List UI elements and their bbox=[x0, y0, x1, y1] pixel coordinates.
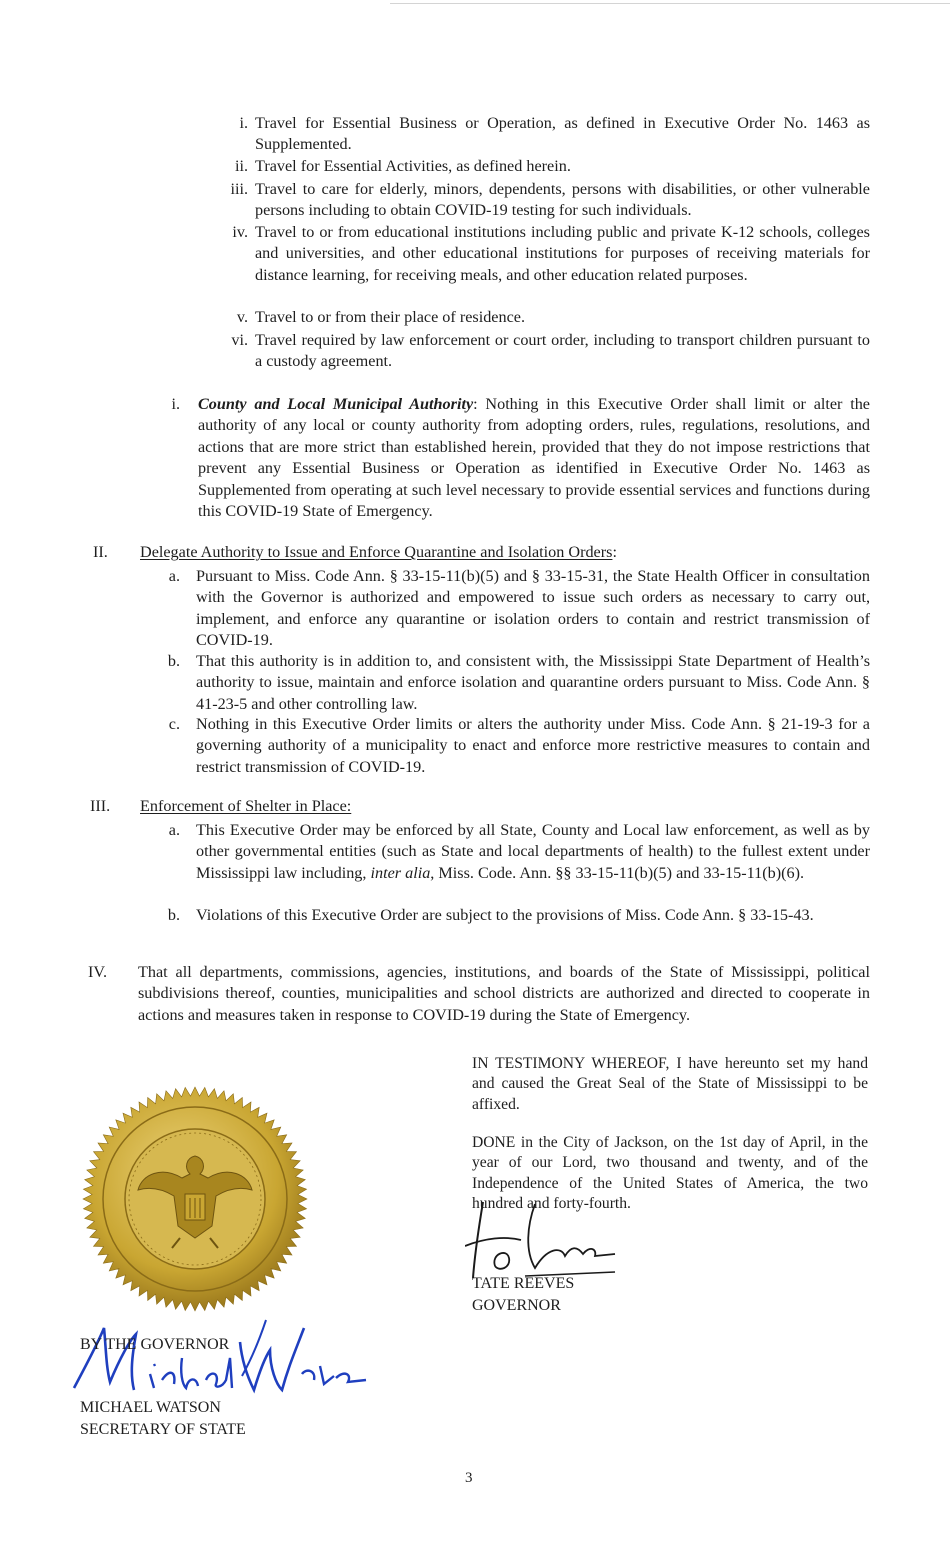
county-authority-title: County and Local Municipal Authority bbox=[198, 395, 474, 413]
scan-edge-line bbox=[390, 3, 950, 4]
list-item: v. Travel to or from their place of residence. bbox=[236, 308, 525, 326]
list-item: c. Nothing in this Executive Order limits or alters the authority under Miss. Code Ann. § 21-19-3 for a governing authority of a municipality to enact and enforce more restrictive measures to contain and restrict transmission of COVID-19. bbox=[168, 715, 870, 776]
list-item: iv. Travel to or from educational institutions including public and private K-12 schools, colleges and universities, and other educational institutions for purposes of receiving materials for distance learning, for receiving meals, and other education related purposes. bbox=[232, 223, 870, 284]
governor-title: GOVERNOR bbox=[472, 1297, 561, 1314]
section-numeral: III. bbox=[90, 797, 111, 815]
done-paragraph: DONE in the City of Jackson, on the 1st day of April, in the year of our Lord, two thousand and twenty, and of the Independence of the United States of America, the two hundred and forty-fourth. bbox=[472, 1134, 868, 1213]
section-numeral: IV. bbox=[88, 963, 108, 981]
list-item: vi. Travel required by law enforcement or court order, including to transport children pursuant to a custody agreement. bbox=[231, 331, 870, 371]
section-iv-text: That all departments, commissions, agencies, institutions, and boards of the State of Mississippi, political subdivisions thereof, counties, municipalities and school districts are authorized and directed to cooperate in actions and measures taken in response to COVID-19 during the State of Emergency. bbox=[138, 963, 870, 1024]
section-numeral: II. bbox=[93, 543, 108, 561]
list-item: a. Pursuant to Miss. Code Ann. § 33-15-11(b)(5) and § 33-15-31, the State Health Officer in consultation with the Governor is authorized and empowered to issue such orders as necessary to carry out, implement, and enforce any quarantine or isolation orders to contain and restrict transmission of COVID-19. bbox=[168, 567, 870, 650]
list-item: ii. Travel for Essential Activities, as defined herein. bbox=[234, 157, 571, 175]
section-heading: Enforcement of Shelter in Place: bbox=[140, 797, 352, 815]
list-item: b. That this authority is in addition to, and consistent with, the Mississippi State Department of Health’s authority to issue, maintain and enforce isolation and quarantine orders pursuant to Miss. Code Ann. § 41-23-5 and other controlling law. bbox=[167, 652, 870, 713]
list-item: b. Violations of this Executive Order are subject to the provisions of Miss. Code Ann. § 33-15-43. bbox=[167, 906, 814, 924]
section-heading: Delegate Authority to Issue and Enforce Quarantine and Isolation Orders: bbox=[140, 543, 617, 561]
page-number: 3 bbox=[465, 1470, 473, 1486]
secretary-title: SECRETARY OF STATE bbox=[80, 1421, 246, 1438]
great-seal-icon bbox=[82, 1086, 308, 1312]
secretary-name: MICHAEL WATSON bbox=[80, 1399, 221, 1416]
list-item: iii. Travel to care for elderly, minors, dependents, persons with disabilities, or other vulnerable persons including to obtain COVID-19 testing for such individuals. bbox=[230, 180, 870, 220]
county-authority-paragraph: i. County and Local Municipal Authority: Nothing in this Executive Order shall limit or alter the authority of any local or county authority from adopting orders, rules, regulations, resolutions, and actions that are more strict than established herein, provided that they do not impose restrictions that prevent any Essential Business or Operation as identified in Executive Order No. 1463 as Supplemented from operating at such level necessary to provide essential services and functions during this COVID-19 State of Emergency. bbox=[171, 395, 870, 521]
list-item: i. Travel for Essential Business or Operation, as defined in Executive Order No. 1463 as Supplemented. bbox=[239, 114, 870, 154]
governor-name: TATE REEVES bbox=[472, 1275, 575, 1292]
attest-by-line: BY THE GOVERNOR bbox=[80, 1336, 230, 1353]
list-item: a. This Executive Order may be enforced by all State, County and Local law enforcement, as well as by other governmental entities (such as State and local departments of health) to the fullest extent under Mississippi law including, inter alia, Miss. Code. Ann. §§ 33-15-11(b)(5) and 33-15-11(b)(6). bbox=[168, 821, 870, 882]
testimony-paragraph: IN TESTIMONY WHEREOF, I have hereunto set my hand and caused the Great Seal of the State of Mississippi to be affixed. bbox=[472, 1055, 868, 1113]
